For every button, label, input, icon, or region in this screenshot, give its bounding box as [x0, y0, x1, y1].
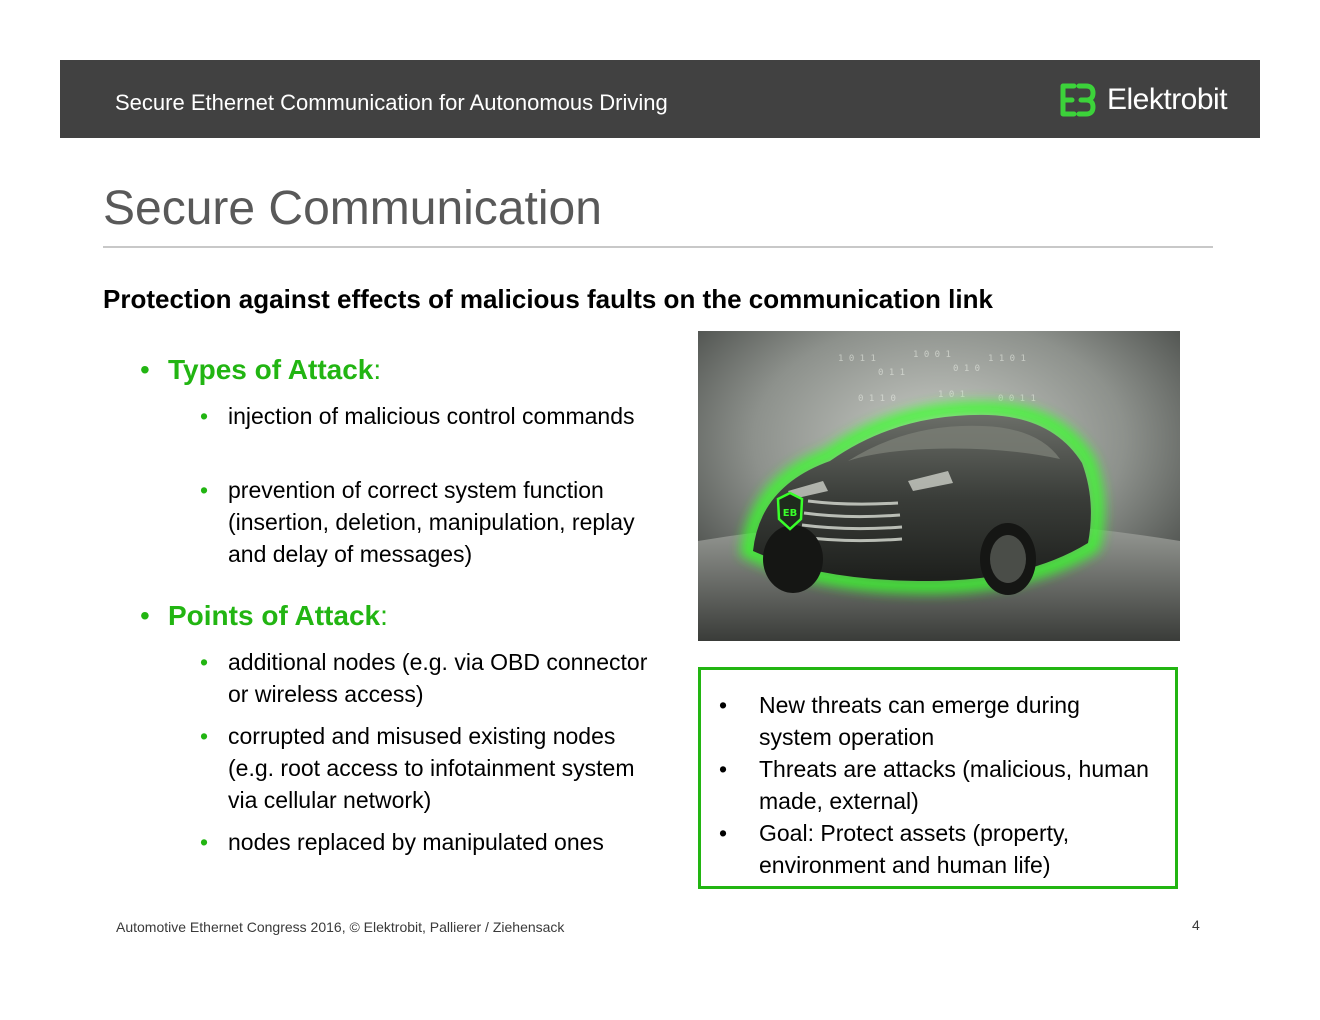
page-number: 4	[1192, 917, 1200, 933]
svg-text:1 0 1: 1 0 1	[938, 390, 966, 400]
heading-colon: :	[380, 600, 388, 631]
footer-text: Automotive Ethernet Congress 2016, © Elektrobit, Pallierer / Ziehensack	[116, 919, 565, 935]
svg-text:1 0 1 1: 1 0 1 1	[838, 354, 876, 364]
title-divider	[103, 246, 1213, 248]
bullet-dot-icon: •	[200, 829, 209, 855]
list-item-text: corrupted and misused existing nodes (e.g. root access to infotainment system via cellular network)	[228, 723, 635, 813]
list-item-text: additional nodes (e.g. via OBD connector or wireless access)	[228, 649, 648, 707]
bullet-dot-icon: •	[140, 354, 150, 385]
list-item-text: injection of malicious control commands	[228, 403, 635, 429]
list-item-text: nodes replaced by manipulated ones	[228, 829, 604, 855]
svg-text:0 1 0: 0 1 0	[953, 364, 981, 374]
svg-text:EB: EB	[782, 508, 798, 519]
threats-info-box	[698, 667, 1178, 889]
bullet-dot-icon: •	[200, 477, 209, 503]
heading-colon: :	[373, 354, 382, 385]
bullet-dot-icon: •	[140, 600, 150, 631]
bullet-dot-icon: •	[719, 756, 728, 782]
elektrobit-logo	[1057, 82, 1227, 118]
slide-subtitle: Protection against effects of malicious faults on the communication link	[103, 284, 993, 314]
list-item-text: New threats can emerge during system operation	[759, 692, 1080, 750]
car-security-image	[698, 331, 1180, 641]
header-bar	[60, 60, 1260, 138]
bullet-dot-icon: •	[719, 820, 728, 846]
header-title: Secure Ethernet Communication for Autonomous Driving	[115, 90, 668, 115]
list-item-text: Threats are attacks (malicious, human made, external)	[759, 756, 1149, 814]
list-item-text: prevention of correct system function (insertion, deletion, manipulation, replay and delay of messages)	[228, 477, 635, 567]
svg-text:0 1 1 0: 0 1 1 0	[858, 394, 896, 404]
bullet-dot-icon: •	[200, 649, 209, 675]
bullet-dot-icon: •	[200, 723, 209, 749]
logo-text: Elektrobit	[1107, 83, 1228, 116]
bullet-dot-icon: •	[200, 403, 209, 429]
bullet-dot-icon: •	[719, 692, 728, 718]
list-item-text: Goal: Protect assets (property, environment and human life)	[759, 820, 1070, 878]
svg-text:0 1 1: 0 1 1	[878, 368, 906, 378]
svg-text:0 0 1 1: 0 0 1 1	[998, 394, 1036, 404]
slide-title: Secure Communication	[103, 182, 602, 235]
section-heading-text: Types of Attack	[168, 354, 374, 385]
svg-text:1 0 0 1: 1 0 0 1	[913, 350, 951, 360]
section-heading-text: Points of Attack	[168, 600, 381, 631]
svg-text:1 1 0 1: 1 1 0 1	[988, 354, 1026, 364]
elektrobit-logo-icon	[1057, 82, 1097, 118]
